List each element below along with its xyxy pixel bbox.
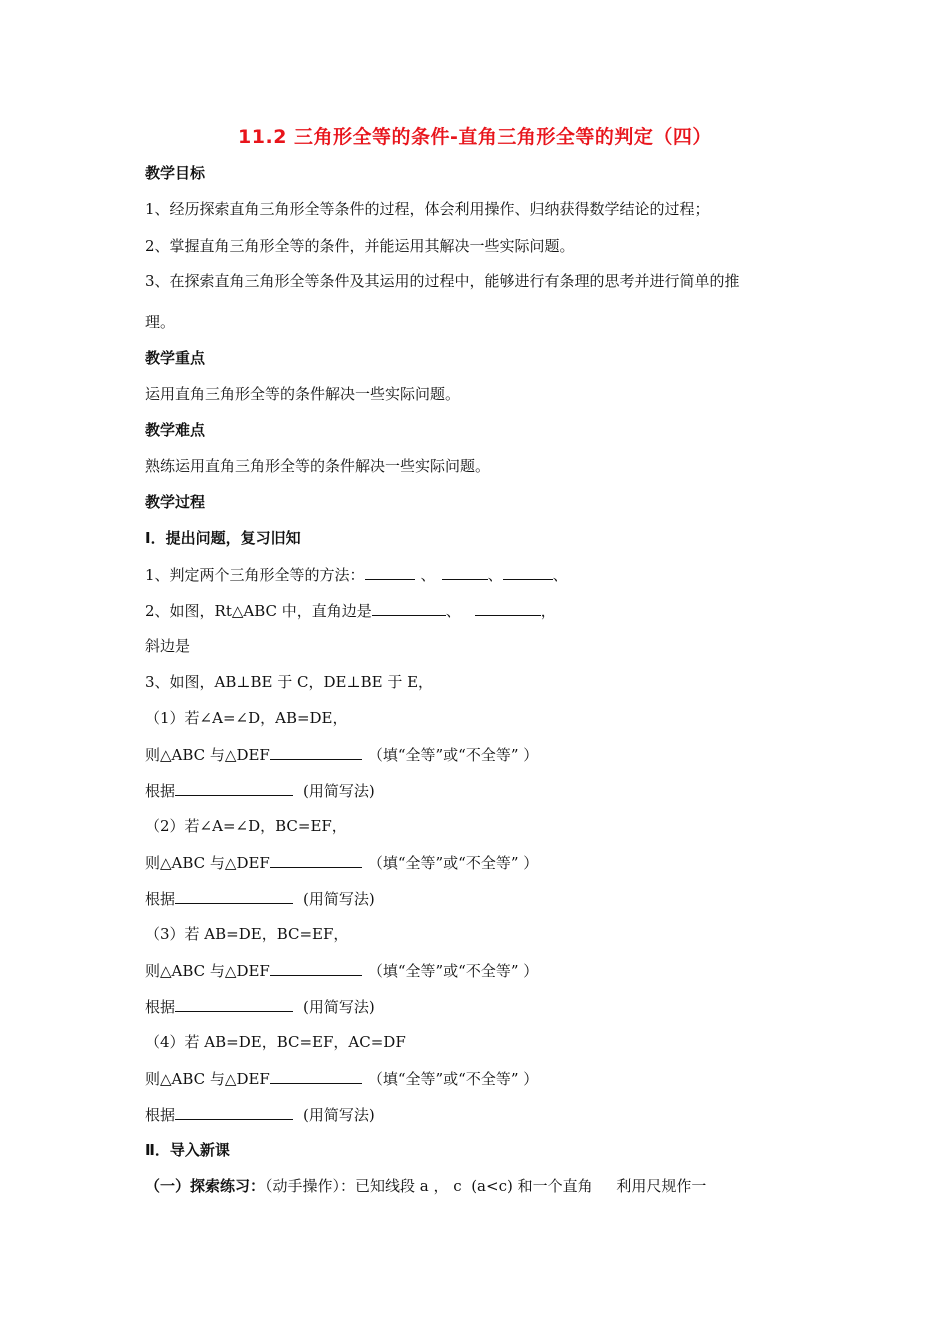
case-1-result [145, 744, 538, 765]
focus-heading: 教学重点 [145, 349, 206, 367]
result-text: 则△ABC 与△DEF [145, 746, 270, 764]
goal-1: 1、经历探索直角三角形全等条件的过程，体会利用操作、归纳获得数学结论的过程； [145, 200, 710, 218]
separator: 、 [552, 566, 568, 584]
case-4: （4）若 AB=DE，BC=EF，AC=DF [145, 1033, 406, 1051]
part2-heading: Ⅱ．导入新课 [145, 1141, 230, 1159]
exploration-text: （动手操作）：已知线段 a ， c (a<c) 和一个直角 利用尺规作一 [265, 1177, 707, 1195]
separator: 、 [445, 602, 461, 620]
result-text: 则△ABC 与△DEF [145, 1070, 270, 1088]
blank[interactable] [175, 780, 293, 796]
question-2-text: 2、如图，Rt△ABC 中，直角边是 [145, 602, 372, 620]
blank[interactable] [270, 1068, 362, 1084]
blank[interactable] [372, 600, 446, 616]
fill-hint: （填“全等”或“不全等” ） [367, 746, 539, 764]
result-text: 则△ABC 与△DEF [145, 854, 270, 872]
question-1 [145, 564, 568, 585]
blank[interactable] [475, 600, 541, 616]
case-3: （3）若 AB=DE，BC=EF， [145, 925, 349, 943]
blank[interactable] [175, 888, 293, 904]
fill-hint: （填“全等”或“不全等” ） [367, 1070, 539, 1088]
blank[interactable] [270, 744, 362, 760]
blank[interactable] [442, 564, 488, 580]
basis-text: 根据 [145, 890, 176, 908]
case-3-basis [145, 996, 375, 1017]
focus-text: 运用直角三角形全等的条件解决一些实际问题。 [145, 385, 461, 403]
fill-hint: （填“全等”或“不全等” ） [367, 854, 539, 872]
difficulty-heading: 教学难点 [145, 421, 206, 439]
process-heading: 教学过程 [145, 493, 206, 511]
goal-2: 2、掌握直角三角形全等的条件，并能运用其解决一些实际问题。 [145, 237, 575, 255]
case-3-result [145, 960, 538, 981]
exploration-exercise [145, 1176, 706, 1196]
basis-hint: (用简写法) [303, 890, 375, 908]
part1-heading: Ⅰ．提出问题，复习旧知 [145, 529, 301, 547]
question-3: 3、如图，AB⊥BE 于 C，DE⊥BE 于 E， [145, 673, 434, 691]
case-2-basis [145, 888, 375, 909]
basis-text: 根据 [145, 1106, 176, 1124]
basis-hint: (用简写法) [303, 998, 375, 1016]
goal-3-line2: 理。 [145, 313, 176, 331]
case-2-result [145, 852, 538, 873]
blank[interactable] [270, 960, 362, 976]
separator: ， [540, 602, 556, 620]
case-4-result [145, 1068, 538, 1089]
goal-3-line1: 3、在探索直角三角形全等条件及其运用的过程中，能够进行有条理的思考并进行简单的推 [145, 272, 740, 290]
exploration-heading: （一）探索练习： [145, 1177, 266, 1195]
result-text: 则△ABC 与△DEF [145, 962, 270, 980]
goals-heading: 教学目标 [145, 164, 206, 182]
case-2: （2）若∠A=∠D，BC=EF， [145, 817, 347, 835]
basis-text: 根据 [145, 782, 176, 800]
separator: 、 [487, 566, 503, 584]
case-4-basis [145, 1104, 375, 1125]
blank[interactable] [175, 1104, 293, 1120]
case-1-basis [145, 780, 375, 801]
blank[interactable] [503, 564, 553, 580]
question-2 [145, 600, 556, 621]
question-2-hypotenuse: 斜边是 [145, 637, 191, 655]
case-1: （1）若∠A=∠D，AB=DE， [145, 709, 348, 727]
question-1-text: 1、判定两个三角形全等的方法： [145, 566, 365, 584]
page-title: 11.2 三角形全等的条件-直角三角形全等的判定（四） [238, 126, 712, 148]
blank[interactable] [270, 852, 362, 868]
blank[interactable] [365, 564, 415, 580]
basis-hint: (用简写法) [303, 1106, 375, 1124]
difficulty-text: 熟练运用直角三角形全等的条件解决一些实际问题。 [145, 457, 491, 475]
fill-hint: （填“全等”或“不全等” ） [367, 962, 539, 980]
separator: 、 [420, 566, 436, 584]
basis-hint: (用简写法) [303, 782, 375, 800]
blank[interactable] [175, 996, 293, 1012]
basis-text: 根据 [145, 998, 176, 1016]
